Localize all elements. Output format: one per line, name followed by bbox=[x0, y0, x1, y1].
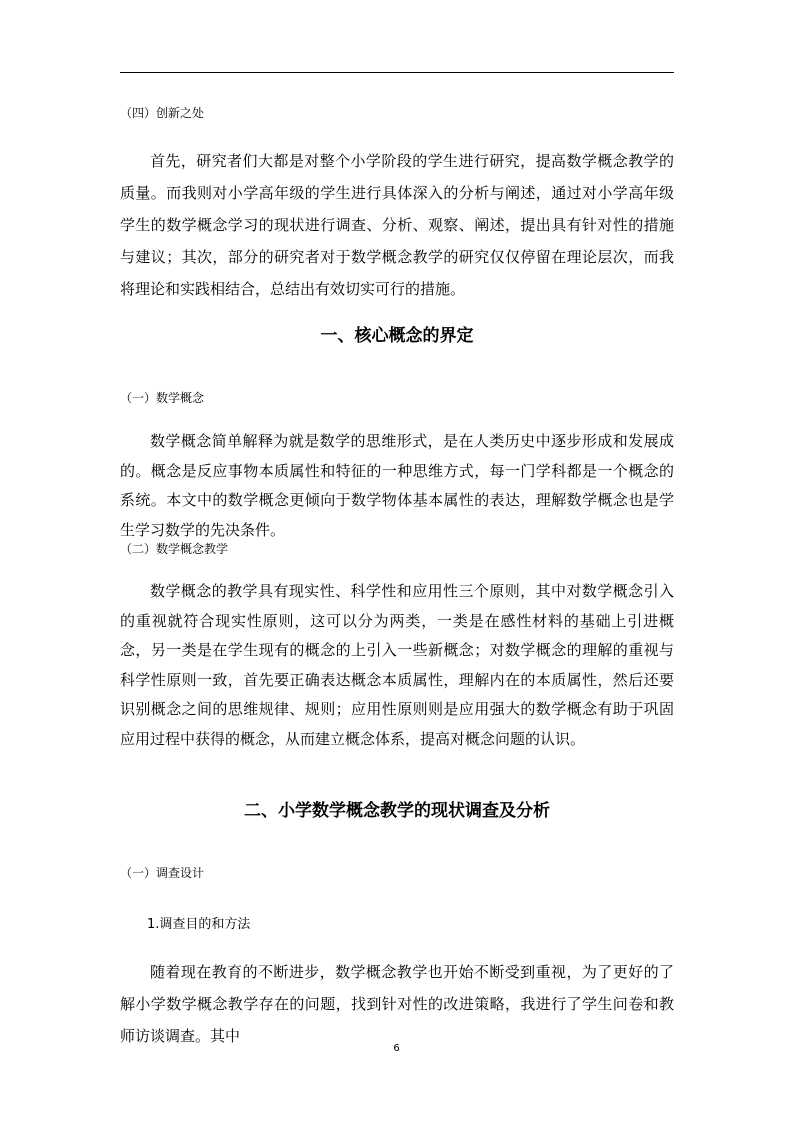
section2-title: 二、小学数学概念教学的现状调查及分析 bbox=[244, 801, 550, 821]
section1-title: 一、核心概念的界定 bbox=[320, 326, 474, 346]
section1-sub1-heading: （一）数学概念 bbox=[120, 391, 205, 405]
section2-sub1-heading: （一）调查设计 bbox=[120, 866, 205, 880]
header-rule bbox=[120, 72, 674, 73]
section2-item1-paragraph: 随着现在教育的不断进步，数学概念教学也开始不断受到重视，为了更好的了解小学数学概念教学存在的问题，找到针对性的改进策略，我进行了学生问卷和教师访谈调查。其中 bbox=[120, 963, 674, 1045]
section1-sub2-paragraph: 数学概念的教学具有现实性、科学性和应用性三个原则，其中对数学概念引入的重视就符合现实性原则，这可以分为两类，一类是在感性材料的基础上引进概念，另一类是在学生现有的概念的上引入一些新概念；对数学概念的理解的重视与科学性原则一致，首先要正确表达概念本质属性，理解内在的本质属性，然后还要识别概念之间的思维规律、规则；应用性原则则是应用强大的数学概念有助于巩固应用过程中获得的概念，从而建立概念体系，提高对概念问题的认识。 bbox=[120, 582, 674, 748]
section2-item1-heading: 1.调查目的和方法 bbox=[147, 917, 251, 932]
section1-sub1-paragraph: 数学概念简单解释为就是数学的思维形式，是在人类历史中逐步形成和发展成的。概念是反应事物本质属性和特征的一种思维方式，每一门学科都是一个概念的系统。本文中的数学概念更倾向于数学物体基本属性的表达，理解数学概念也是学生学习数学的先决条件。 bbox=[120, 432, 674, 539]
innovation-paragraph: 首先，研究者们大都是对整个小学阶段的学生进行研究，提高数学概念教学的质量。而我则对小学高年级的学生进行具体深入的分析与阐述，通过对小学高年级学生的数学概念学习的现状进行调查、分析、观察、阐述，提出具有针对性的措施与建议；其次，部分的研究者对于数学概念教学的研究仅仅停留在理论层次，而我将理论和实践相结合，总结出有效切实可行的措施。 bbox=[120, 152, 674, 298]
innovation-heading: （四）创新之处 bbox=[120, 106, 205, 120]
page-number: 6 bbox=[393, 1043, 400, 1054]
section1-sub2-heading: （二）数学概念教学 bbox=[120, 542, 229, 556]
